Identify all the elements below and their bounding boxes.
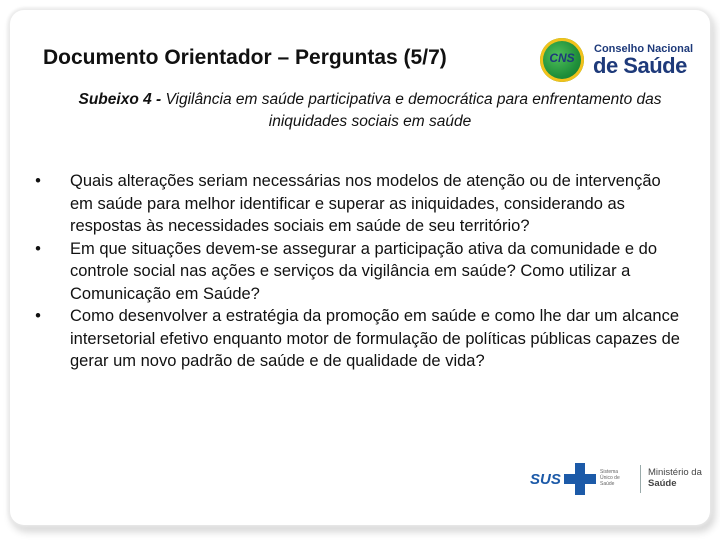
bullet-icon: • [35, 307, 41, 325]
bullet-icon: • [35, 239, 41, 258]
list-item [28, 170, 688, 238]
footer-divider [640, 465, 641, 493]
sus-small-text: Sistema Único de Saúde [600, 469, 620, 487]
slide-subtitle [70, 89, 670, 133]
subtitle-text: Vigilância em saúde participativa e democrática para enfrentamento das iniquidades sociais em saúde [161, 91, 662, 130]
footer-logos [528, 461, 702, 499]
slide-title: Documento Orientador – Perguntas (5/7) [43, 46, 447, 69]
ministerio-line1: Ministério da [648, 467, 702, 478]
list-item-text: Quais alterações seriam necessárias nos modelos de atenção ou de intervenção em saúde para melhor identificar e superar as iniquidades, considerando as respostas às necessidades sociais em saúde de seu território? [70, 172, 661, 235]
sus-logo-text: SUS [530, 471, 561, 488]
list-item-text: Como desenvolver a estratégia da promoção em saúde e como lhe dar um alcance intersetorial efetivo enquanto motor de formulação de políticas públicas capazes de gerar um novo padrão de saúde e de qualidade de vida? [70, 307, 680, 370]
list-item-text: Em que situações devem-se assegurar a participação ativa da comunidade e do controle social nas ações e serviços da vigilância em saúde? Como utilizar a Comunicação em Saúde? [70, 239, 658, 303]
cns-name-main: de Saúde [593, 53, 687, 78]
sus-cross-icon [564, 463, 596, 495]
cns-logo [540, 38, 694, 86]
subtitle-prefix: Subeixo 4 - [78, 91, 162, 108]
list-item [28, 238, 688, 306]
ministerio-logo [648, 467, 702, 489]
bullet-icon: • [35, 172, 41, 190]
list-item [28, 305, 688, 373]
cns-badge-text: CNS [549, 51, 575, 65]
cns-name-top: Conselho Nacional [594, 43, 694, 55]
question-list [28, 170, 688, 373]
ministerio-line2: Saúde [648, 478, 677, 489]
